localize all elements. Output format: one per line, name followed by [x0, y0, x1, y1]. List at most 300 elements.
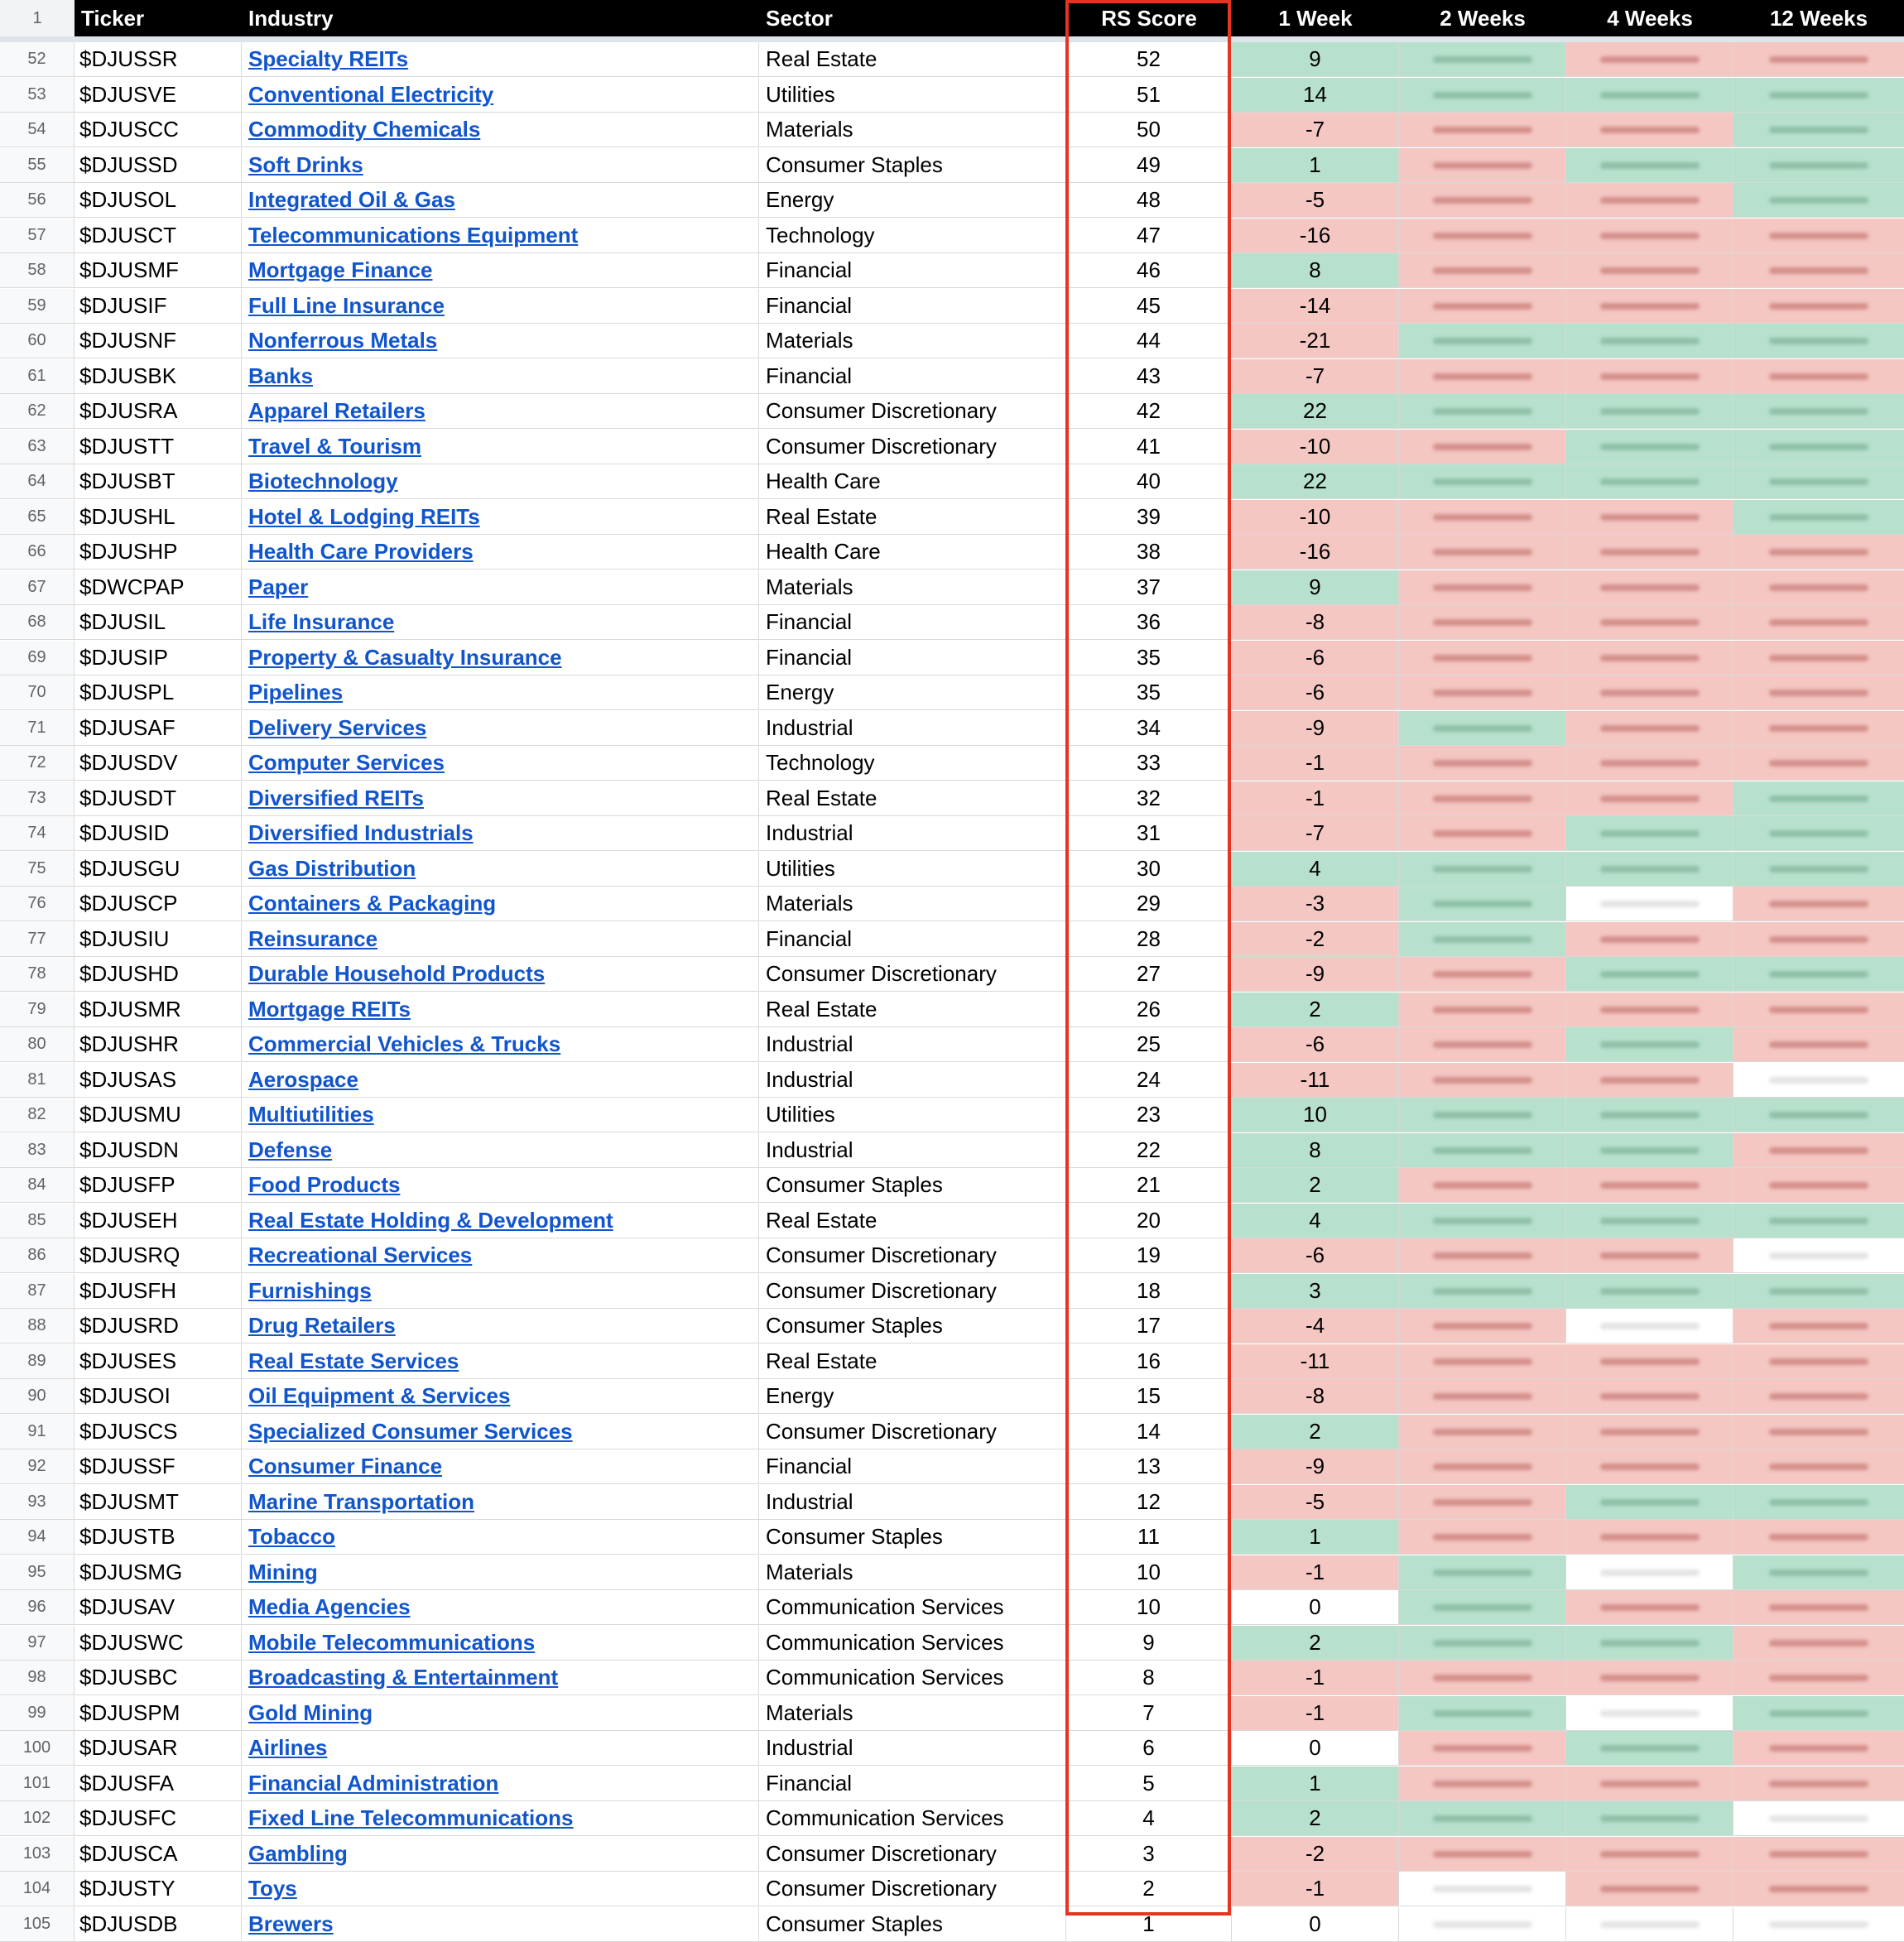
week2-change-cell-redacted[interactable] — [1399, 1696, 1566, 1730]
column-header-2-weeks[interactable]: 2 Weeks — [1440, 6, 1526, 31]
sector-cell[interactable]: Industrial — [759, 1133, 1066, 1167]
ticker-cell[interactable]: $DJUSRQ — [75, 1238, 242, 1272]
week1-change-cell[interactable]: -1 — [1232, 781, 1399, 815]
industry-link[interactable]: Life Insurance — [248, 609, 395, 634]
industry-link[interactable]: Furnishings — [248, 1277, 372, 1303]
industry-link[interactable]: Tobacco — [248, 1524, 335, 1549]
industry-link[interactable]: Airlines — [248, 1735, 328, 1760]
week12-change-cell-redacted[interactable] — [1733, 641, 1904, 675]
rs-score-cell[interactable]: 45 — [1066, 289, 1232, 323]
week12-change-cell-redacted[interactable] — [1733, 1872, 1904, 1906]
row-number[interactable]: 91 — [0, 1415, 75, 1449]
week2-change-cell-redacted[interactable] — [1399, 219, 1566, 252]
row-number[interactable]: 68 — [0, 605, 75, 639]
week12-change-cell-redacted[interactable] — [1733, 78, 1904, 112]
sector-cell[interactable]: Consumer Discretionary — [759, 1415, 1066, 1449]
column-header-rs-score[interactable]: RS Score — [1101, 6, 1197, 31]
sector-cell[interactable]: Financial — [759, 1449, 1066, 1483]
industry-link[interactable]: Mobile Telecommunications — [248, 1629, 536, 1655]
ticker-cell[interactable]: $DJUSDB — [75, 1907, 242, 1941]
industry-link[interactable]: Computer Services — [248, 750, 445, 775]
week1-change-cell[interactable]: 22 — [1232, 464, 1399, 498]
row-number[interactable]: 53 — [0, 78, 75, 112]
week4-change-cell-redacted[interactable] — [1566, 1590, 1733, 1624]
week4-change-cell-redacted[interactable] — [1566, 711, 1733, 745]
week4-change-cell-redacted[interactable] — [1566, 1344, 1733, 1378]
industry-link[interactable]: Commercial Vehicles & Trucks — [248, 1031, 561, 1056]
week1-change-cell[interactable]: -21 — [1232, 324, 1399, 358]
week1-change-cell[interactable]: 9 — [1232, 42, 1399, 76]
ticker-cell[interactable]: $DJUSAR — [75, 1731, 242, 1765]
sector-cell[interactable]: Utilities — [759, 1098, 1066, 1132]
week2-change-cell-redacted[interactable] — [1399, 1731, 1566, 1765]
row-number[interactable]: 54 — [0, 113, 75, 147]
industry-link[interactable]: Biotechnology — [248, 469, 398, 493]
week2-change-cell-redacted[interactable] — [1399, 1907, 1566, 1941]
week4-change-cell-redacted[interactable] — [1566, 1801, 1733, 1835]
week2-change-cell-redacted[interactable] — [1399, 1449, 1566, 1483]
rs-score-cell[interactable]: 36 — [1066, 605, 1232, 639]
week2-change-cell-redacted[interactable] — [1399, 1767, 1566, 1800]
industry-link[interactable]: Hotel & Lodging REITs — [248, 503, 480, 529]
industry-link[interactable]: Mortgage Finance — [248, 257, 433, 282]
row-number[interactable]: 72 — [0, 746, 75, 780]
sector-cell[interactable]: Consumer Staples — [759, 148, 1066, 182]
week4-change-cell-redacted[interactable] — [1566, 1696, 1733, 1730]
week4-change-cell-redacted[interactable] — [1566, 113, 1733, 147]
column-header-4-weeks[interactable]: 4 Weeks — [1607, 6, 1693, 31]
industry-cell[interactable] — [242, 1204, 759, 1238]
week1-change-cell[interactable]: -8 — [1232, 1379, 1399, 1413]
week4-change-cell-redacted[interactable] — [1566, 1872, 1733, 1906]
week12-change-cell-redacted[interactable] — [1733, 1133, 1904, 1167]
rs-score-cell[interactable]: 6 — [1066, 1731, 1232, 1765]
sector-cell[interactable]: Materials — [759, 887, 1066, 921]
industry-link[interactable]: Banks — [248, 363, 314, 388]
week1-change-cell[interactable]: 0 — [1232, 1907, 1399, 1941]
row-number[interactable]: 98 — [0, 1661, 75, 1694]
ticker-cell[interactable]: $DJUSIU — [75, 922, 242, 956]
week12-change-cell-redacted[interactable] — [1733, 816, 1904, 850]
row-number[interactable]: 95 — [0, 1555, 75, 1589]
week4-change-cell-redacted[interactable] — [1566, 183, 1733, 217]
row-number[interactable]: 52 — [0, 42, 75, 76]
week1-change-cell[interactable]: 0 — [1232, 1590, 1399, 1624]
week2-change-cell-redacted[interactable] — [1399, 113, 1566, 147]
row-number[interactable]: 85 — [0, 1204, 75, 1238]
week4-change-cell-redacted[interactable] — [1566, 500, 1733, 534]
week1-change-cell[interactable]: -8 — [1232, 605, 1399, 639]
rs-score-cell[interactable]: 32 — [1066, 781, 1232, 815]
industry-link[interactable]: Fixed Line Telecommunications — [248, 1805, 574, 1830]
week2-change-cell-redacted[interactable] — [1399, 183, 1566, 217]
sector-cell[interactable]: Materials — [759, 1696, 1066, 1730]
row-number[interactable]: 63 — [0, 430, 75, 464]
sector-cell[interactable]: Communication Services — [759, 1801, 1066, 1835]
rs-score-cell[interactable]: 35 — [1066, 675, 1232, 709]
sector-cell[interactable]: Consumer Staples — [759, 1168, 1066, 1202]
week1-change-cell[interactable]: 2 — [1232, 993, 1399, 1026]
week1-change-cell[interactable]: -5 — [1232, 1485, 1399, 1519]
week4-change-cell-redacted[interactable] — [1566, 1837, 1733, 1871]
week2-change-cell-redacted[interactable] — [1399, 535, 1566, 569]
ticker-cell[interactable]: $DJUSFC — [75, 1801, 242, 1835]
week2-change-cell-redacted[interactable] — [1399, 852, 1566, 886]
ticker-cell[interactable]: $DJUSFP — [75, 1168, 242, 1202]
week2-change-cell-redacted[interactable] — [1399, 1274, 1566, 1308]
sector-cell[interactable]: Financial — [759, 1767, 1066, 1800]
row-number[interactable]: 96 — [0, 1590, 75, 1624]
industry-cell[interactable] — [242, 1837, 759, 1871]
industry-cell[interactable] — [242, 957, 759, 991]
week12-change-cell-redacted[interactable] — [1733, 1344, 1904, 1378]
industry-link[interactable]: Durable Household Products — [248, 961, 546, 986]
row-number[interactable]: 88 — [0, 1309, 75, 1343]
week1-change-cell[interactable]: 2 — [1232, 1626, 1399, 1660]
week1-change-cell[interactable]: -6 — [1232, 1238, 1399, 1272]
rs-score-cell[interactable]: 48 — [1066, 183, 1232, 217]
week2-change-cell-redacted[interactable] — [1399, 394, 1566, 428]
week12-change-cell-redacted[interactable] — [1733, 1590, 1904, 1624]
rs-score-cell[interactable]: 19 — [1066, 1238, 1232, 1272]
week2-change-cell-redacted[interactable] — [1399, 1238, 1566, 1272]
industry-link[interactable]: Mortgage REITs — [248, 996, 411, 1021]
industry-cell[interactable] — [242, 1168, 759, 1202]
week4-change-cell-redacted[interactable] — [1566, 1168, 1733, 1202]
sector-cell[interactable]: Real Estate — [759, 1204, 1066, 1238]
industry-cell[interactable] — [242, 1449, 759, 1483]
industry-link[interactable]: Soft Drinks — [248, 151, 363, 177]
week12-change-cell-redacted[interactable] — [1733, 1168, 1904, 1202]
industry-cell[interactable] — [242, 464, 759, 498]
industry-link[interactable]: Mining — [248, 1559, 318, 1584]
sector-cell[interactable]: Materials — [759, 113, 1066, 147]
week1-change-cell[interactable]: -2 — [1232, 1837, 1399, 1871]
row-number[interactable]: 70 — [0, 675, 75, 709]
row-number[interactable]: 100 — [0, 1731, 75, 1765]
week2-change-cell-redacted[interactable] — [1399, 1133, 1566, 1167]
ticker-cell[interactable]: $DJUSDV — [75, 746, 242, 780]
week12-change-cell-redacted[interactable] — [1733, 1309, 1904, 1343]
industry-cell[interactable] — [242, 1731, 759, 1765]
week12-change-cell-redacted[interactable] — [1733, 605, 1904, 639]
rs-score-cell[interactable]: 25 — [1066, 1027, 1232, 1061]
industry-cell[interactable] — [242, 641, 759, 675]
week1-change-cell[interactable]: 4 — [1232, 1204, 1399, 1238]
week4-change-cell-redacted[interactable] — [1566, 746, 1733, 780]
ticker-cell[interactable]: $DJUSWC — [75, 1626, 242, 1660]
industry-link[interactable]: Nonferrous Metals — [248, 328, 438, 353]
week1-change-cell[interactable]: 2 — [1232, 1168, 1399, 1202]
industry-link[interactable]: Integrated Oil & Gas — [248, 187, 455, 212]
week2-change-cell-redacted[interactable] — [1399, 42, 1566, 76]
industry-link[interactable]: Specialized Consumer Services — [248, 1418, 573, 1444]
row-number[interactable]: 77 — [0, 922, 75, 956]
rs-score-cell[interactable]: 37 — [1066, 570, 1232, 604]
week1-change-cell[interactable]: 8 — [1232, 253, 1399, 287]
sector-cell[interactable]: Financial — [759, 359, 1066, 393]
row-number[interactable]: 104 — [0, 1872, 75, 1906]
ticker-cell[interactable]: $DJUSNF — [75, 324, 242, 358]
sector-cell[interactable]: Financial — [759, 605, 1066, 639]
week2-change-cell-redacted[interactable] — [1399, 641, 1566, 675]
ticker-cell[interactable]: $DJUSMG — [75, 1555, 242, 1589]
industry-cell[interactable] — [242, 816, 759, 850]
week1-change-cell[interactable]: 1 — [1232, 1520, 1399, 1554]
week2-change-cell-redacted[interactable] — [1399, 500, 1566, 534]
week4-change-cell-redacted[interactable] — [1566, 1027, 1733, 1061]
industry-link[interactable]: Gambling — [248, 1840, 348, 1866]
industry-cell[interactable] — [242, 42, 759, 76]
week2-change-cell-redacted[interactable] — [1399, 1063, 1566, 1097]
industry-link[interactable]: Paper — [248, 574, 309, 599]
week2-change-cell-redacted[interactable] — [1399, 253, 1566, 287]
industry-link[interactable]: Recreational Services — [248, 1243, 473, 1267]
week1-change-cell[interactable]: -3 — [1232, 887, 1399, 921]
sector-cell[interactable]: Consumer Staples — [759, 1907, 1066, 1941]
sector-cell[interactable]: Consumer Discretionary — [759, 430, 1066, 464]
sector-cell[interactable]: Consumer Staples — [759, 1309, 1066, 1343]
row-number[interactable]: 105 — [0, 1907, 75, 1941]
rs-score-cell[interactable]: 14 — [1066, 1415, 1232, 1449]
row-number[interactable]: 74 — [0, 816, 75, 850]
ticker-cell[interactable]: $DJUSIF — [75, 289, 242, 323]
ticker-cell[interactable]: $DJUSTY — [75, 1872, 242, 1906]
row-number[interactable]: 80 — [0, 1027, 75, 1061]
rs-score-cell[interactable]: 4 — [1066, 1801, 1232, 1835]
week12-change-cell-redacted[interactable] — [1733, 219, 1904, 252]
week4-change-cell-redacted[interactable] — [1566, 253, 1733, 287]
week2-change-cell-redacted[interactable] — [1399, 1520, 1566, 1554]
industry-link[interactable]: Oil Equipment & Services — [248, 1383, 511, 1408]
week12-change-cell-redacted[interactable] — [1733, 148, 1904, 182]
week2-change-cell-redacted[interactable] — [1399, 1098, 1566, 1132]
week12-change-cell-redacted[interactable] — [1733, 1274, 1904, 1308]
industry-cell[interactable] — [242, 1133, 759, 1167]
week4-change-cell-redacted[interactable] — [1566, 1907, 1733, 1941]
week1-change-cell[interactable]: 3 — [1232, 1274, 1399, 1308]
sector-cell[interactable]: Real Estate — [759, 781, 1066, 815]
ticker-cell[interactable]: $DJUSOI — [75, 1379, 242, 1413]
ticker-cell[interactable]: $DJUSAS — [75, 1063, 242, 1097]
sector-cell[interactable]: Consumer Discretionary — [759, 394, 1066, 428]
row-number[interactable]: 59 — [0, 289, 75, 323]
industry-cell[interactable] — [242, 1415, 759, 1449]
week12-change-cell-redacted[interactable] — [1733, 394, 1904, 428]
industry-cell[interactable] — [242, 1907, 759, 1941]
industry-cell[interactable] — [242, 1696, 759, 1730]
week4-change-cell-redacted[interactable] — [1566, 1098, 1733, 1132]
week2-change-cell-redacted[interactable] — [1399, 1837, 1566, 1871]
week12-change-cell-redacted[interactable] — [1733, 430, 1904, 464]
sector-cell[interactable]: Consumer Staples — [759, 1520, 1066, 1554]
rs-score-cell[interactable]: 10 — [1066, 1555, 1232, 1589]
rs-score-cell[interactable]: 9 — [1066, 1626, 1232, 1660]
week4-change-cell-redacted[interactable] — [1566, 78, 1733, 112]
sector-cell[interactable]: Consumer Discretionary — [759, 1238, 1066, 1272]
week4-change-cell-redacted[interactable] — [1566, 887, 1733, 921]
week2-change-cell-redacted[interactable] — [1399, 711, 1566, 745]
row-number[interactable]: 65 — [0, 500, 75, 534]
week1-change-cell[interactable]: 2 — [1232, 1415, 1399, 1449]
week4-change-cell-redacted[interactable] — [1566, 781, 1733, 815]
week1-change-cell[interactable]: 1 — [1232, 1767, 1399, 1800]
row-number[interactable]: 73 — [0, 781, 75, 815]
rs-score-cell[interactable]: 7 — [1066, 1696, 1232, 1730]
industry-cell[interactable] — [242, 781, 759, 815]
week12-change-cell-redacted[interactable] — [1733, 500, 1904, 534]
column-header-1-week[interactable]: 1 Week — [1278, 6, 1353, 31]
ticker-cell[interactable]: $DJUSSF — [75, 1449, 242, 1483]
week12-change-cell-redacted[interactable] — [1733, 1626, 1904, 1660]
week2-change-cell-redacted[interactable] — [1399, 359, 1566, 393]
row-number[interactable]: 75 — [0, 852, 75, 886]
sector-cell[interactable]: Utilities — [759, 78, 1066, 112]
week1-change-cell[interactable]: -6 — [1232, 675, 1399, 709]
industry-cell[interactable] — [242, 1379, 759, 1413]
week12-change-cell-redacted[interactable] — [1733, 1801, 1904, 1835]
sector-cell[interactable]: Energy — [759, 675, 1066, 709]
industry-link[interactable]: Travel & Tourism — [248, 433, 422, 459]
week2-change-cell-redacted[interactable] — [1399, 922, 1566, 956]
ticker-cell[interactable]: $DJUSVE — [75, 78, 242, 112]
sector-cell[interactable]: Consumer Discretionary — [759, 957, 1066, 991]
rs-score-cell[interactable]: 5 — [1066, 1767, 1232, 1800]
rs-score-cell[interactable]: 39 — [1066, 500, 1232, 534]
row-number[interactable]: 76 — [0, 887, 75, 921]
week2-change-cell-redacted[interactable] — [1399, 1379, 1566, 1413]
row-number[interactable]: 99 — [0, 1696, 75, 1730]
industry-cell[interactable] — [242, 1590, 759, 1624]
week12-change-cell-redacted[interactable] — [1733, 781, 1904, 815]
rs-score-cell[interactable]: 1 — [1066, 1907, 1232, 1941]
week2-change-cell-redacted[interactable] — [1399, 887, 1566, 921]
row-number[interactable]: 92 — [0, 1449, 75, 1483]
week12-change-cell-redacted[interactable] — [1733, 183, 1904, 217]
week12-change-cell-redacted[interactable] — [1733, 1063, 1904, 1097]
industry-link[interactable]: Delivery Services — [248, 714, 427, 740]
sector-cell[interactable]: Communication Services — [759, 1626, 1066, 1660]
sector-cell[interactable]: Materials — [759, 324, 1066, 358]
week12-change-cell-redacted[interactable] — [1733, 359, 1904, 393]
industry-cell[interactable] — [242, 1661, 759, 1694]
rs-score-cell[interactable]: 46 — [1066, 253, 1232, 287]
ticker-cell[interactable]: $DJUSCS — [75, 1415, 242, 1449]
week4-change-cell-redacted[interactable] — [1566, 1555, 1733, 1589]
rs-score-cell[interactable]: 29 — [1066, 887, 1232, 921]
ticker-cell[interactable]: $DJUSOL — [75, 183, 242, 217]
industry-cell[interactable] — [242, 993, 759, 1026]
week4-change-cell-redacted[interactable] — [1566, 1626, 1733, 1660]
week1-change-cell[interactable]: 10 — [1232, 1098, 1399, 1132]
week1-change-cell[interactable]: -7 — [1232, 359, 1399, 393]
industry-link[interactable]: Brewers — [248, 1911, 334, 1936]
week12-change-cell-redacted[interactable] — [1733, 1731, 1904, 1765]
week12-change-cell-redacted[interactable] — [1733, 1485, 1904, 1519]
industry-cell[interactable] — [242, 1274, 759, 1308]
week1-change-cell[interactable]: -11 — [1232, 1344, 1399, 1378]
sector-cell[interactable]: Materials — [759, 570, 1066, 604]
rs-score-cell[interactable]: 20 — [1066, 1204, 1232, 1238]
row-number[interactable]: 93 — [0, 1485, 75, 1519]
industry-cell[interactable] — [242, 1555, 759, 1589]
week1-change-cell[interactable]: -1 — [1232, 1696, 1399, 1730]
industry-link[interactable]: Health Care Providers — [248, 539, 474, 564]
ticker-cell[interactable]: $DJUSMT — [75, 1485, 242, 1519]
week12-change-cell-redacted[interactable] — [1733, 957, 1904, 991]
week4-change-cell-redacted[interactable] — [1566, 464, 1733, 498]
week12-change-cell-redacted[interactable] — [1733, 852, 1904, 886]
rs-score-cell[interactable]: 28 — [1066, 922, 1232, 956]
week1-change-cell[interactable]: 1 — [1232, 148, 1399, 182]
row-number[interactable]: 89 — [0, 1344, 75, 1378]
week2-change-cell-redacted[interactable] — [1399, 1801, 1566, 1835]
ticker-cell[interactable]: $DJUSIP — [75, 641, 242, 675]
week1-change-cell[interactable]: 2 — [1232, 1801, 1399, 1835]
ticker-cell[interactable]: $DJUSMR — [75, 993, 242, 1026]
row-number[interactable]: 62 — [0, 394, 75, 428]
industry-cell[interactable] — [242, 1520, 759, 1554]
rs-score-cell[interactable]: 50 — [1066, 113, 1232, 147]
sector-cell[interactable]: Industrial — [759, 1027, 1066, 1061]
week12-change-cell-redacted[interactable] — [1733, 1449, 1904, 1483]
sector-cell[interactable]: Consumer Discretionary — [759, 1274, 1066, 1308]
week2-change-cell-redacted[interactable] — [1399, 957, 1566, 991]
week12-change-cell-redacted[interactable] — [1733, 711, 1904, 745]
row-number[interactable]: 83 — [0, 1133, 75, 1167]
ticker-cell[interactable]: $DJUSEH — [75, 1204, 242, 1238]
week2-change-cell-redacted[interactable] — [1399, 1872, 1566, 1906]
row-number[interactable]: 56 — [0, 183, 75, 217]
rs-score-cell[interactable]: 35 — [1066, 641, 1232, 675]
week2-change-cell-redacted[interactable] — [1399, 605, 1566, 639]
week12-change-cell-redacted[interactable] — [1733, 289, 1904, 323]
week1-change-cell[interactable]: -6 — [1232, 1027, 1399, 1061]
week2-change-cell-redacted[interactable] — [1399, 464, 1566, 498]
ticker-cell[interactable]: $DJUSMU — [75, 1098, 242, 1132]
week2-change-cell-redacted[interactable] — [1399, 570, 1566, 604]
rs-score-cell[interactable]: 44 — [1066, 324, 1232, 358]
week4-change-cell-redacted[interactable] — [1566, 1204, 1733, 1238]
ticker-cell[interactable]: $DJUSGU — [75, 852, 242, 886]
ticker-cell[interactable]: $DJUSIL — [75, 605, 242, 639]
week2-change-cell-redacted[interactable] — [1399, 430, 1566, 464]
sector-cell[interactable]: Industrial — [759, 1485, 1066, 1519]
rs-score-cell[interactable]: 30 — [1066, 852, 1232, 886]
sector-cell[interactable]: Materials — [759, 1555, 1066, 1589]
industry-link[interactable]: Containers & Packaging — [248, 891, 497, 916]
week12-change-cell-redacted[interactable] — [1733, 1696, 1904, 1730]
industry-cell[interactable] — [242, 1063, 759, 1097]
sector-cell[interactable]: Real Estate — [759, 500, 1066, 534]
ticker-cell[interactable]: $DJUSBK — [75, 359, 242, 393]
ticker-cell[interactable]: $DJUSCA — [75, 1837, 242, 1871]
industry-link[interactable]: Property & Casualty Insurance — [248, 644, 562, 670]
week1-change-cell[interactable]: -1 — [1232, 1555, 1399, 1589]
week1-change-cell[interactable]: -14 — [1232, 289, 1399, 323]
rs-score-cell[interactable]: 16 — [1066, 1344, 1232, 1378]
industry-cell[interactable] — [242, 394, 759, 428]
week12-change-cell-redacted[interactable] — [1733, 675, 1904, 709]
row-number[interactable]: 67 — [0, 570, 75, 604]
ticker-cell[interactable]: $DJUSFA — [75, 1767, 242, 1800]
industry-link[interactable]: Gold Mining — [248, 1699, 373, 1725]
rs-score-cell[interactable]: 3 — [1066, 1837, 1232, 1871]
week2-change-cell-redacted[interactable] — [1399, 1590, 1566, 1624]
rs-score-cell[interactable]: 24 — [1066, 1063, 1232, 1097]
rs-score-cell[interactable]: 27 — [1066, 957, 1232, 991]
ticker-cell[interactable]: $DJUSDN — [75, 1133, 242, 1167]
